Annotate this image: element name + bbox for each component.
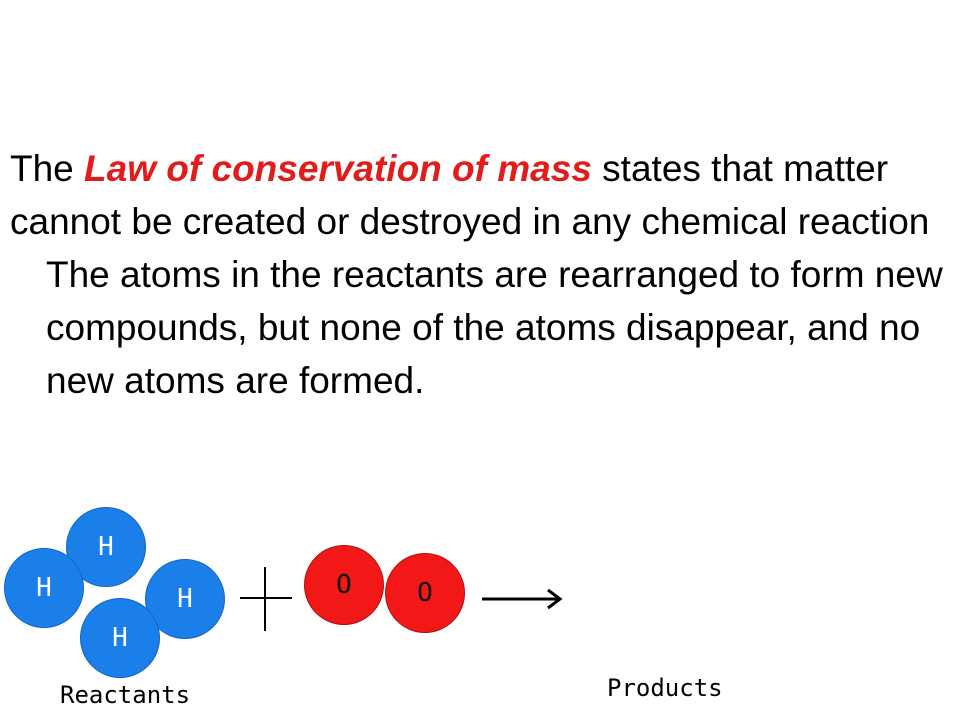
hydrogen-atom-right: H xyxy=(145,559,225,639)
law-term: Law of conservation of mass xyxy=(84,148,592,189)
hydrogen-atom-left: H xyxy=(4,548,84,628)
oxygen-atom-left: O xyxy=(304,545,384,625)
plus-sign-horizontal xyxy=(240,597,292,599)
oxygen-atom-right: O xyxy=(385,553,465,633)
definition-paragraph xyxy=(10,142,950,248)
hydrogen-atom-bottom: H xyxy=(80,598,160,678)
products-label: Products xyxy=(607,674,723,702)
reactants-label: Reactants xyxy=(60,681,191,709)
definition-prefix: The xyxy=(10,148,85,189)
definition-suffix: states that matter cannot be created or destroyed in any chemical reaction xyxy=(10,148,930,242)
reaction-arrow-icon xyxy=(480,586,564,612)
explanation-paragraph: The atoms in the reactants are rearranged to form new compounds, but none of the atoms disappear, and no new atoms are formed. xyxy=(46,254,943,401)
plus-sign-vertical xyxy=(264,567,266,631)
hydrogen-atom-top: H xyxy=(66,507,146,587)
slide-body-text xyxy=(10,142,950,407)
